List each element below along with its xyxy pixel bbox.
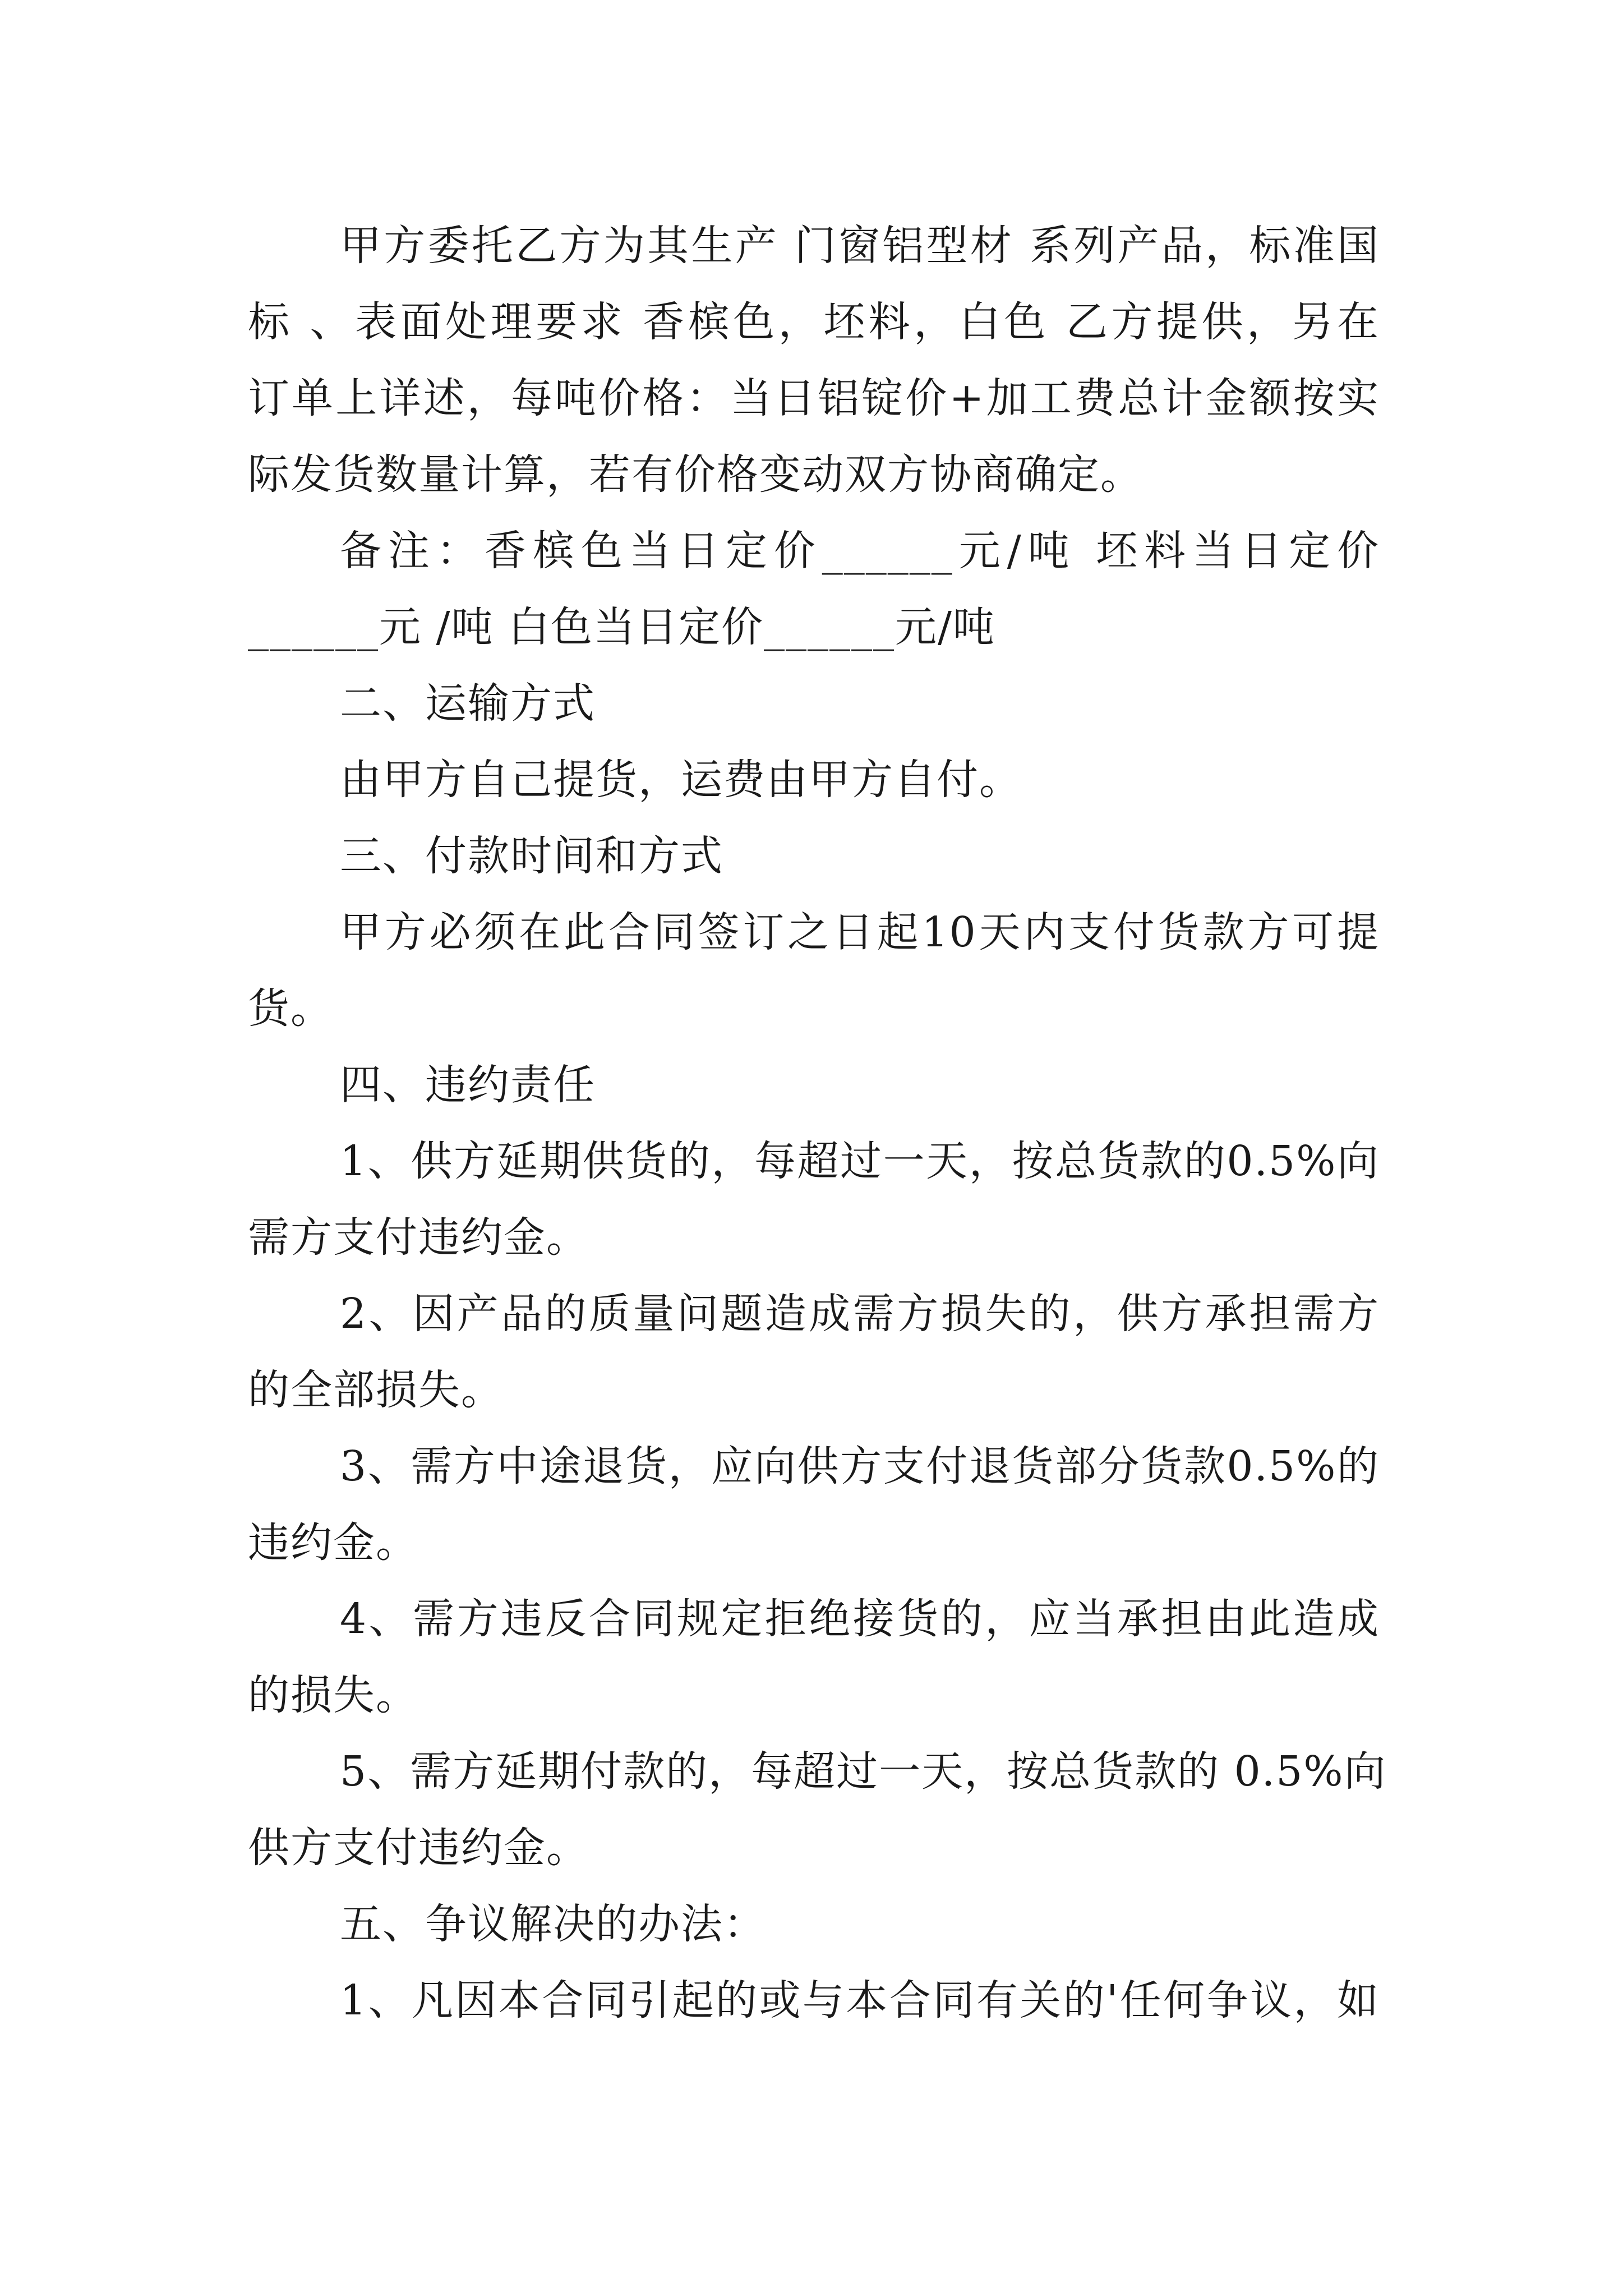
text-line: 标 、表面处理要求 香槟色，坯料，白色 乙方提供，另在 [248, 298, 1380, 346]
text-line: 由甲方自己提货，运费由甲方自付。 [340, 756, 1022, 804]
section-heading: 五、争议解决的办法： [340, 1900, 766, 1948]
section-heading: 三、付款时间和方式 [340, 832, 723, 880]
text-line: 供方支付违约金。 [248, 1824, 589, 1872]
text-line: 4、需方违反合同规定拒绝接货的，应当承担由此造成 [340, 1595, 1380, 1643]
text-line: 1、凡因本合同引起的或与本合同有关的'任何争议，如 [340, 1976, 1380, 2024]
text-line: 的全部损失。 [248, 1366, 504, 1414]
text-line: 需方支付违约金。 [248, 1213, 589, 1262]
section-heading: 二、运输方式 [340, 679, 596, 728]
text-line: 3、需方中途退货，应向供方支付退货部分货款0.5%的 [340, 1442, 1380, 1490]
text-line: ______元 /吨 白色当日定价______元/吨 [248, 603, 995, 651]
text-line: 甲方必须在此合同签订之日起10天内支付货款方可提 [340, 908, 1380, 956]
text-line: 2、因产品的质量问题造成需方损失的，供方承担需方 [340, 1290, 1380, 1338]
text-line: 5、需方延期付款的，每超过一天，按总货款的 0.5%向 [340, 1747, 1387, 1796]
text-line: 货。 [248, 984, 333, 1033]
text-line: 1、供方延期供货的，每超过一天，按总货款的0.5%向 [340, 1137, 1380, 1185]
section-heading: 四、违约责任 [340, 1061, 596, 1109]
text-line: 订单上详述，每吨价格：当日铝锭价+加工费总计金额按实 [248, 374, 1380, 422]
text-line: 的损失。 [248, 1671, 418, 1719]
text-line: 备注：香槟色当日定价______元/吨 坯料当日定价 [340, 527, 1380, 575]
text-line: 甲方委托乙方为其生产 门窗铝型材 系列产品，标准国 [340, 222, 1380, 270]
text-line: 违约金。 [248, 1519, 418, 1567]
text-line: 际发货数量计算，若有价格变动双方协商确定。 [248, 450, 1143, 499]
